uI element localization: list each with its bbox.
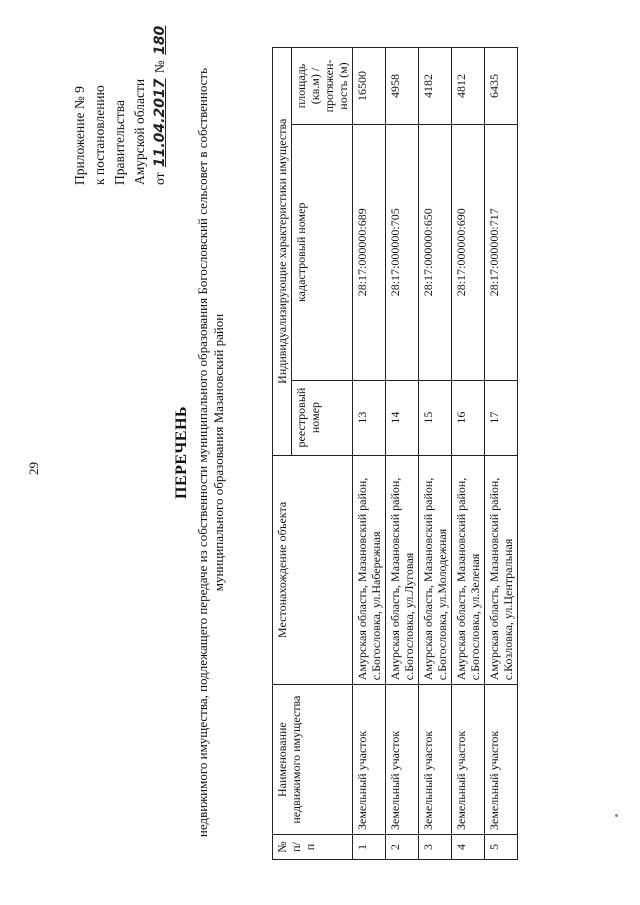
cell-name: Земельный участок — [452, 685, 485, 835]
cell-name: Земельный участок — [353, 685, 386, 835]
cell-location: Амурская область, Мазановский район, с.Козловка, ул.Центральная — [485, 455, 518, 685]
table-row — [386, 48, 419, 860]
rotated-content — [20, 20, 620, 885]
cell-name: Земельный участок — [386, 685, 419, 835]
cell-name: Земельный участок — [485, 685, 518, 835]
table-row — [452, 48, 485, 860]
cell-area: 6435 — [485, 48, 518, 125]
header-num: № п/п — [273, 835, 353, 860]
header-area: площадь (кв.м) / протяжен-ность (м) — [292, 48, 353, 125]
appendix-line-1: Приложение № 9 — [72, 86, 87, 185]
document-subtitle: недвижимого имущества, подлежащего передаче из собственности муниципального образования Богословский сельсовет в собственность муниципального образования Мазановский район — [195, 67, 226, 838]
table-row — [485, 48, 518, 860]
header-registry: реестровый номер — [292, 380, 353, 455]
appendix-date-line — [150, 20, 170, 185]
header-characteristics: Индивидуализирующие характеристики имущества — [273, 48, 292, 456]
cell-registry: 15 — [419, 380, 452, 455]
cell-registry: 17 — [485, 380, 518, 455]
cell-cadastral: 28:17:000000:705 — [386, 125, 419, 381]
cell-location: Амурская область, Мазановский район, с.Богословка, ул.Зеленая — [452, 455, 485, 685]
property-table — [272, 47, 518, 860]
handwritten-number: 180 — [152, 25, 168, 55]
cell-num: 2 — [386, 835, 419, 860]
appendix-line-2: к постановлению Правительства — [92, 85, 127, 185]
appendix-block — [70, 20, 170, 185]
cell-num: 3 — [419, 835, 452, 860]
table-row — [353, 48, 386, 860]
cell-registry: 16 — [452, 380, 485, 455]
cell-cadastral: 28:17:000000:717 — [485, 125, 518, 381]
cell-cadastral: 28:17:000000:689 — [353, 125, 386, 381]
table-row — [419, 48, 452, 860]
cell-location: Амурская область, Мазановский район, с.Богословка, ул.Набережная — [353, 455, 386, 685]
cell-area: 4958 — [386, 48, 419, 125]
handwritten-date: 11.04.2017 — [152, 78, 168, 168]
cell-location: Амурская область, Мазановский район, с.Богословка, ул.Луговая — [386, 455, 419, 685]
cell-area: 4812 — [452, 48, 485, 125]
cell-num: 4 — [452, 835, 485, 860]
header-cadastral: кадастровый номер — [292, 125, 353, 381]
number-prefix: № — [152, 60, 167, 74]
cell-num: 1 — [353, 835, 386, 860]
cell-num: 5 — [485, 835, 518, 860]
header-name: Наименование недвижимого имущества — [273, 685, 353, 835]
scan-speck — [615, 814, 618, 817]
cell-cadastral: 28:17:000000:650 — [419, 125, 452, 381]
cell-registry: 13 — [353, 380, 386, 455]
header-location: Местонахождение объекта — [273, 455, 353, 685]
cell-cadastral: 28:17:000000:690 — [452, 125, 485, 381]
page-number: 29 — [26, 462, 41, 475]
document-title: ПЕРЕЧЕНЬ — [173, 406, 190, 499]
appendix-line-3: Амурской области — [132, 78, 147, 185]
cell-location: Амурская область, Мазановский район, с.Богословка, ул.Молодежная — [419, 455, 452, 685]
cell-registry: 14 — [386, 380, 419, 455]
cell-area: 16500 — [353, 48, 386, 125]
cell-area: 4182 — [419, 48, 452, 125]
date-prefix: от — [152, 172, 167, 185]
cell-name: Земельный участок — [419, 685, 452, 835]
